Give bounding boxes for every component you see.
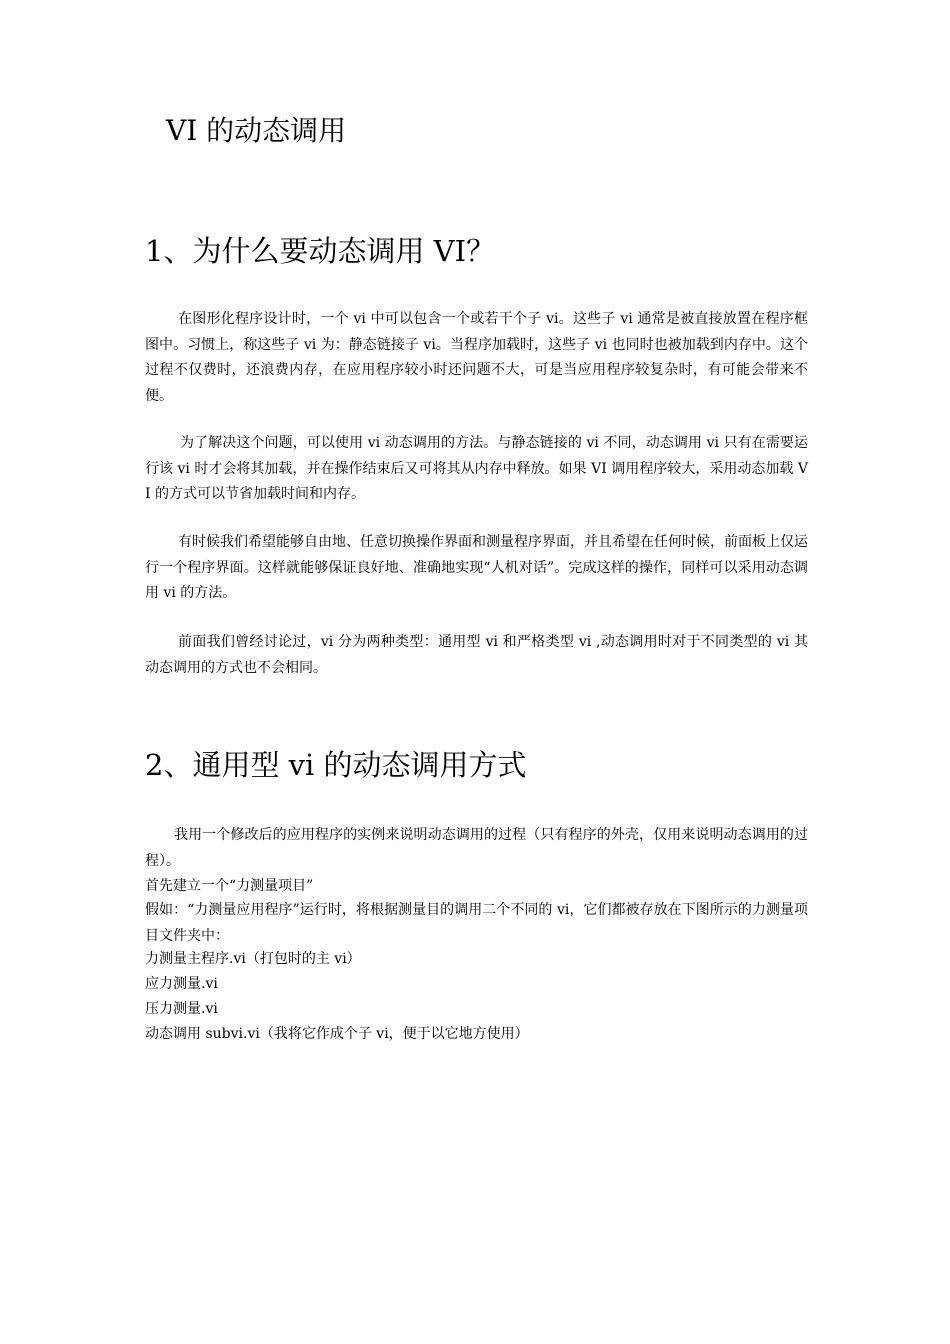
section-2-heading: 2、通用型 vi 的动态调用方式 [145, 748, 527, 782]
section-1-paragraph: 在图形化程序设计时，一个 vi 中可以包含一个或若干个子 vi。这些子 vi 通常是被直接放置在程序框图中。习惯上，称这些子 vi 为：静态链接子 vi。当程序加载时，这些子 vi 也同时也被加载到内存中。这个过程不仅费时，还浪费内存，在应用程序较小时还问题不大，可是当应用程序较复杂时，有可能会带来不便。 [145, 311, 808, 404]
section-2-line: 首先建立一个“力测量项目” [145, 878, 314, 894]
file-list-item: 压力测量.vi [145, 1001, 218, 1017]
section-1-paragraph: 前面我们曾经讨论过，vi 分为两种类型：通用型 vi 和严格类型 vi ,动态调用时对于不同类型的 vi 其动态调用的方式也不会相同。 [145, 634, 808, 676]
section-2-line: 假如：“力测量应用程序”运行时，将根据测量目的调用二个不同的 vi，它们都被存放在下图所示的力测量项目文件夹中： [145, 902, 808, 944]
file-list-item: 力测量主程序.vi（打包时的主 vi） [145, 951, 361, 967]
section-1-heading: 1、为什么要动态调用 VI？ [145, 234, 496, 268]
file-list-item: 动态调用 subvi.vi（我将它作成个子 vi，便于以它地方使用） [145, 1026, 529, 1042]
file-list-item: 应力测量.vi [145, 976, 218, 992]
section-1-paragraph: 有时候我们希望能够自由地、任意切换操作界面和测量程序界面，并且希望在任何时候，前面板上仅运行一个程序界面。这样就能够保证良好地、准确地实现“人机对话”。完成这样的操作，同样可以采用动态调用 vi 的方法。 [145, 534, 808, 601]
section-2-intro: 我用一个修改后的应用程序的实例来说明动态调用的过程（只有程序的外壳，仅用来说明动态调用的过程）。 [145, 827, 808, 869]
document-title: VI 的动态调用 [166, 114, 347, 147]
section-1-paragraph: 为了解决这个问题，可以使用 vi 动态调用的方法。与静态链接的 vi 不同，动态调用 vi 只有在需要运行该 vi 时才会将其加载，并在操作结束后又可将其从内存中释放。如果 VI 调用程序较大，采用动态加载 VI 的方式可以节省加载时间和内存。 [145, 435, 808, 502]
